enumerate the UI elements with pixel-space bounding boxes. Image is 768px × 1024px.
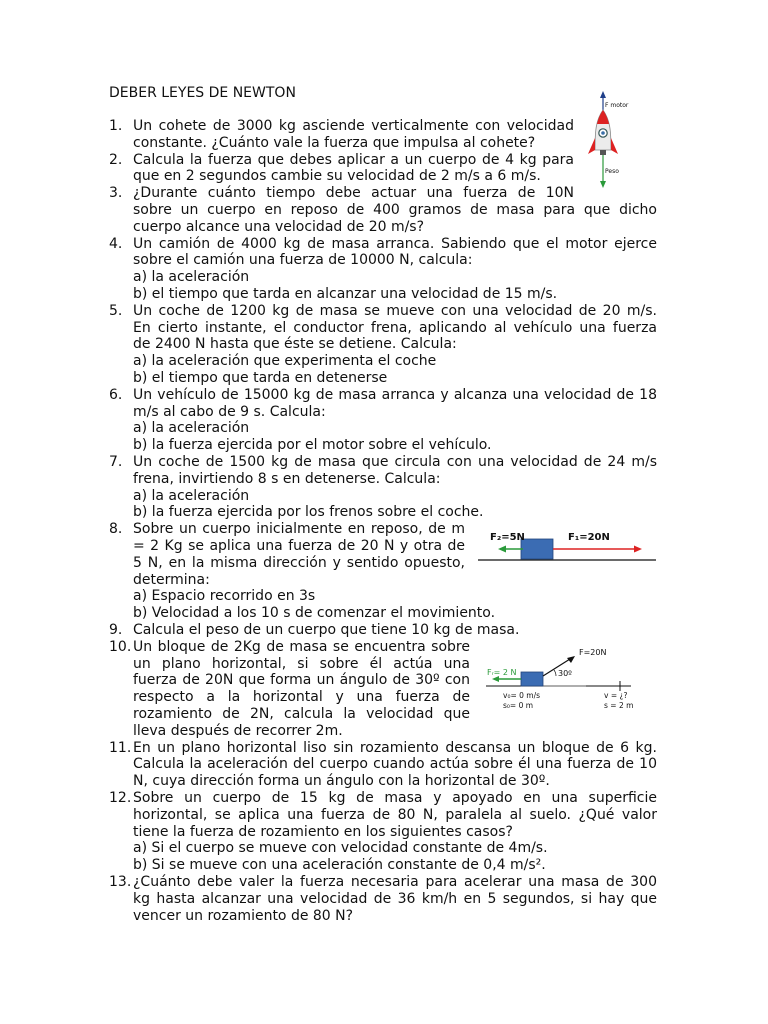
problem-line: a) la aceleración xyxy=(133,487,250,504)
problem-line: b) el tiempo que tarda en detenerse xyxy=(133,370,388,386)
problem-line: respecto a la horizontal y una fuerza de xyxy=(133,689,470,706)
problem-line: Un coche de 1500 kg de masa que circula con una velocidad de 24 m/s xyxy=(133,454,657,470)
problem-number: 9. xyxy=(109,622,123,638)
problem-number: 12. xyxy=(109,790,132,806)
problem-line: de 2400 N hasta que éste se detiene. Calcula: xyxy=(133,336,457,353)
v0-label: v₀= 0 m/s xyxy=(503,691,541,700)
problem-number: 13. xyxy=(109,874,132,890)
problem-number: 1. xyxy=(109,118,123,134)
problem-line: Calcula el peso de un cuerpo que tiene 10 kg de masa. xyxy=(133,622,520,638)
problem-number: 10. xyxy=(109,638,132,655)
problem-number: 11. xyxy=(109,739,132,756)
angle-label: 30º xyxy=(558,669,572,678)
problem-line: frena, invirtiendo 8 s en detenerse. Calcula: xyxy=(133,470,441,487)
problem-line: b) la fuerza ejercida por el motor sobre el vehículo. xyxy=(133,437,492,454)
problem-line: horizontal, se aplica una fuerza de 80 N, paralela al suelo. ¿Qué valor xyxy=(133,806,657,823)
problem-line: m/s al cabo de 9 s. Calcula: xyxy=(133,403,326,420)
problem-line: constante. ¿Cuánto vale la fuerza que impulsa al cohete? xyxy=(133,134,536,151)
problem-number: 4. xyxy=(109,235,123,252)
problem-line: b) la fuerza ejercida por los frenos sobre el coche. xyxy=(133,504,484,521)
problem-line: Un vehículo de 15000 kg de masa arranca y alcanza una velocidad de 18 xyxy=(133,386,657,403)
f2-label: F₂=5N xyxy=(490,532,525,543)
problem-number: 2. xyxy=(109,151,123,168)
rocket-label-top: F motor xyxy=(605,102,629,109)
problem-line: a) la aceleración xyxy=(133,420,250,437)
problem-line: cuerpo alcance una velocidad de 20 m/s? xyxy=(133,218,425,235)
problem-line: b) el tiempo que tarda en alcanzar una velocidad de 15 m/s. xyxy=(133,286,558,302)
problem-line: a) la aceleración que experimenta el coche xyxy=(133,353,437,370)
problem-line: a) la aceleración xyxy=(133,269,250,286)
problem-line: lleva después de recorrer 2m. xyxy=(133,722,343,739)
s0-label: s₀= 0 m xyxy=(503,701,534,710)
problem-line: b) Si se mueve con una aceleración constante de 0,4 m/s². xyxy=(133,857,546,874)
problem-line: En cierto instante, el conductor frena, aplicando al vehículo una fuerza xyxy=(133,319,657,336)
problem-line: tiene la fuerza de rozamiento en los siguientes casos? xyxy=(133,823,513,840)
friction-label: Fᵣ= 2 N xyxy=(487,668,517,677)
problem-number: 6. xyxy=(109,386,123,403)
problem-number: 3. xyxy=(109,185,123,202)
problem-line: a) Si el cuerpo se mueve con velocidad constante de 4m/s. xyxy=(133,840,548,857)
problem-line: N, cuya dirección forma un ángulo con la horizontal de 30º. xyxy=(133,773,550,790)
v-label: v = ¿? xyxy=(604,691,628,700)
forces-figure-problem-10 xyxy=(486,645,646,715)
f1-label: F₁=20N xyxy=(568,532,610,543)
problem-line: ¿Cuánto debe valer la fuerza necesaria para acelerar una masa de 300 xyxy=(133,874,657,890)
problem-line: rozamiento de 2N, calcula la velocidad que xyxy=(133,706,470,722)
forces-figure-problem-8 xyxy=(478,527,658,563)
problem-line: sobre un cuerpo en reposo de 400 gramos de masa para que dicho xyxy=(133,202,657,218)
problem-line: un plano horizontal, si sobre él actúa una xyxy=(133,655,470,672)
problem-line: b) Velocidad a los 10 s de comenzar el movimiento. xyxy=(133,605,496,622)
problem-line: Un bloque de 2Kg de masa se encuentra sobre xyxy=(133,638,470,655)
problem-line: Un camión de 4000 kg de masa arranca. Sabiendo que el motor ejerce xyxy=(133,235,657,252)
rocket-figure xyxy=(580,88,640,193)
problem-line: determina: xyxy=(133,571,210,588)
problem-line: 5 N, en la misma dirección y sentido opuesto, xyxy=(133,554,465,571)
problem-line: Sobre un cuerpo inicialmente en reposo, de m xyxy=(133,521,465,538)
problem-number: 5. xyxy=(109,302,123,319)
document-title: DEBER LEYES DE NEWTON xyxy=(109,85,296,101)
problem-line: fuerza de 20N que forma un ángulo de 30º con xyxy=(133,672,470,689)
problem-line: sobre el camión una fuerza de 10000 N, calcula: xyxy=(133,252,473,269)
problem-line: Calcula la aceleración del cuerpo cuando actúa sobre él una fuerza de 10 xyxy=(133,756,657,773)
problem-line: = 2 Kg se aplica una fuerza de 20 N y otra de xyxy=(133,538,465,554)
problem-line: ¿Durante cuánto tiempo debe actuar una fuerza de 10N xyxy=(133,185,574,202)
problem-line: Un cohete de 3000 kg asciende verticalmente con velocidad xyxy=(133,118,574,134)
problem-line: a) Espacio recorrido en 3s xyxy=(133,588,316,605)
force-f-label: F=20N xyxy=(579,648,607,657)
problem-number: 7. xyxy=(109,454,123,470)
problem-line: que en 2 segundos cambie su velocidad de 2 m/s a 6 m/s. xyxy=(133,168,541,185)
problem-number: 8. xyxy=(109,521,123,538)
s-label: s = 2 m xyxy=(604,701,634,710)
problem-line: Calcula la fuerza que debes aplicar a un cuerpo de 4 kg para xyxy=(133,151,574,168)
problem-line: Sobre un cuerpo de 15 kg de masa y apoyado en una superficie xyxy=(133,790,657,806)
problem-line: vencer un rozamiento de 80 N? xyxy=(133,907,354,924)
problem-line: Un coche de 1200 kg de masa se mueve con una velocidad de 20 m/s. xyxy=(133,302,657,319)
problem-line: kg hasta alcanzar una velocidad de 36 km/h en 5 segundos, si hay que xyxy=(133,890,657,907)
problem-line: En un plano horizontal liso sin rozamiento descansa un bloque de 6 kg. xyxy=(133,739,657,756)
rocket-label-bottom: Peso xyxy=(605,168,619,175)
